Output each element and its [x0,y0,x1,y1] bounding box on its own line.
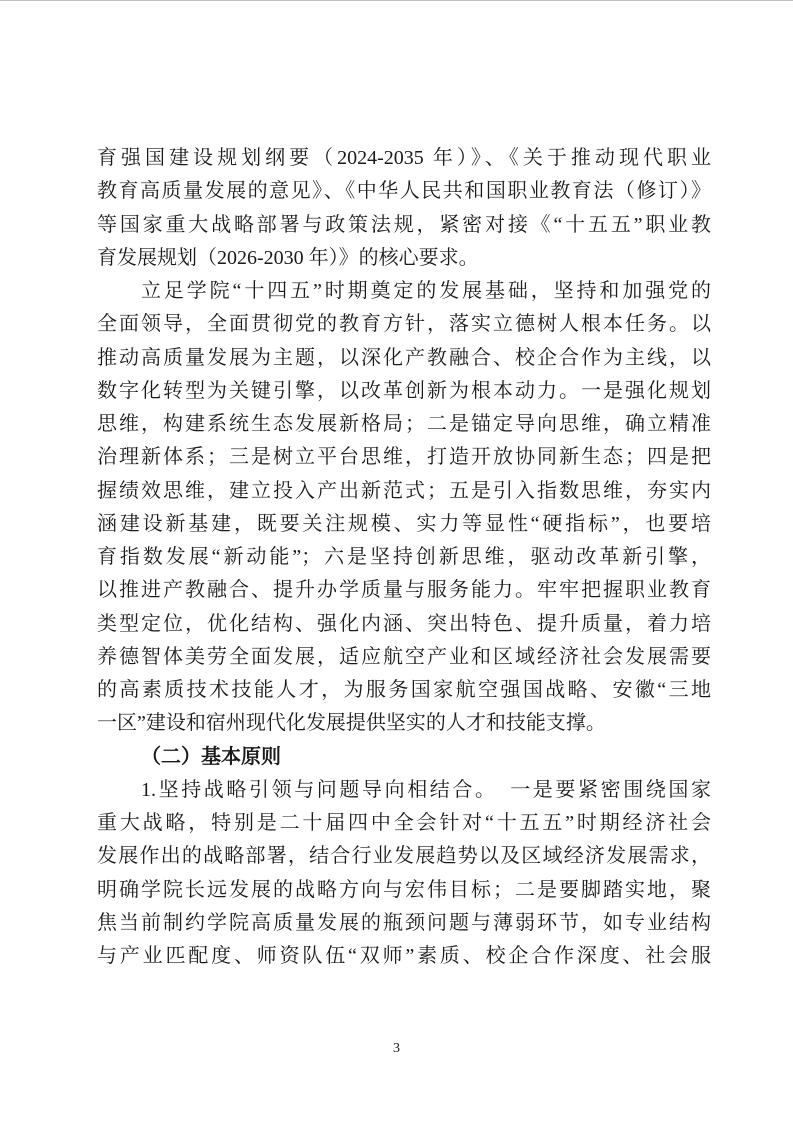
text-line: 养德智体美劳全面发展，适应航空产业和区域经济社会发展需要 [97,645,711,668]
text-line: 推动高质量发展为主题，以深化产教融合、校企合作为主线，以 [97,346,711,369]
text-line: 类型定位，优化结构、强化内涵、突出特色、提升质量，着力培 [97,612,711,635]
page-number: 3 [393,1041,400,1056]
text-line: 数字化转型为关键引擎，以改革创新为根本动力。一是强化规划 [97,379,711,402]
text-line: 育指数发展“新动能”；六是坚持创新思维，驱动改革新引擎， [97,546,711,568]
text-line: 一区”建设和宿州现代化发展提供坚实的人才和技能支撑。 [97,712,606,735]
text-line: 立足学院“十四五”时期奠定的发展基础，坚持和加强党的 [141,280,711,302]
section-heading: （二）基本原则 [141,745,281,768]
text-line: 握绩效思维，建立投入产出新范式；五是引入指数思维，夯实内 [97,479,711,502]
document-body [97,142,711,973]
text-line: 育强国建设规划纲要（2024-2035 年）》、《关于推动现代职业 [97,147,711,169]
text-line: 与产业匹配度、师资队伍“双师”素质、校企合作深度、社会服 [97,945,711,967]
text-line: 明确学院长远发展的战略方向与宏伟目标；二是要脚踏实地，聚 [97,878,711,901]
text-line: 的高素质技术技能人才，为服务国家航空强国战略、安徽“三地 [97,679,711,701]
text-line: 涵建设新基建，既要关注规模、实力等显性“硬指标”，也要培 [97,512,711,535]
text-line: 等国家重大战略部署与政策法规，紧密对接《“十五五”职业教 [97,213,711,236]
text-line: 治理新体系；三是树立平台思维，打造开放协同新生态；四是把 [97,446,711,469]
text-line: 重大战略，特别是二十届四中全会针对“十五五”时期经济社会 [97,812,711,834]
text-line: 育发展规划（2026-2030 年）》的核心要求。 [97,246,479,269]
text-line: 焦当前制约学院高质量发展的瓶颈问题与薄弱环节，如专业结构 [97,911,711,934]
text-line: 1.坚持战略引领与问题导向相结合。 一是要紧密围绕国家 [141,778,711,801]
text-line: 思维，构建系统生态发展新格局；二是锚定导向思维，确立精准 [97,413,711,435]
text-line: 教育高质量发展的意见》、《中华人民共和国职业教育法（修订）》 [97,180,711,203]
text-line: 全面领导，全面贯彻党的教育方针，落实立德树人根本任务。以 [97,313,711,336]
text-line: 以推进产教融合、提升办学质量与服务能力。牢牢把握职业教育 [97,579,711,602]
text-line: 发展作出的战略部署，结合行业发展趋势以及区域经济发展需求， [97,845,711,868]
